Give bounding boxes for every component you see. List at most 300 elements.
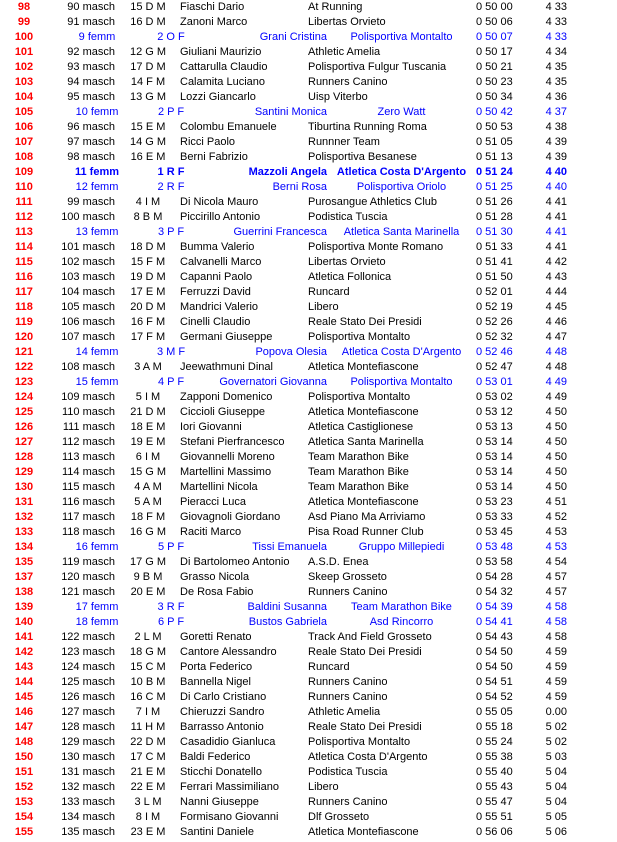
position-cell: 141 [14, 631, 34, 643]
team-cell: Atletica Montefiascone [308, 361, 419, 373]
table-row [0, 330, 617, 345]
team-cell: Atletica Montefiascone [308, 826, 419, 838]
position-cell: 106 [14, 121, 34, 133]
gender-count-cell: 12 femm [75, 181, 119, 193]
category-cell: 2 O F [157, 31, 185, 43]
position-cell: 120 [14, 331, 34, 343]
team-cell: Polisportiva Montalto [308, 391, 411, 403]
athlete-name-cell: Santini Daniele [180, 826, 254, 838]
gender-count-cell: 124 masch [61, 661, 115, 673]
team-cell: Podistica Tuscia [308, 766, 388, 778]
athlete-name-cell: Governatori Giovanna [219, 376, 327, 388]
category-cell: 5 I M [135, 391, 161, 403]
athlete-name-cell: Tissi Emanuela [252, 541, 327, 553]
team-cell: Uisp Viterbo [308, 91, 368, 103]
time-cell: 0 50 34 [476, 91, 513, 103]
time-cell: 0 51 33 [476, 241, 513, 253]
athlete-name-cell: Di Carlo Cristiano [180, 691, 267, 703]
team-cell: Polisportiva Montalto [350, 376, 453, 388]
category-cell: 3 A M [134, 361, 162, 373]
time-cell: 0 55 18 [476, 721, 513, 733]
pace-cell: 4 50 [545, 421, 567, 433]
time-cell: 0 55 40 [476, 766, 513, 778]
table-row [0, 120, 617, 135]
position-cell: 111 [15, 196, 33, 208]
time-cell: 0 53 23 [476, 496, 513, 508]
category-cell: 15 C M [130, 661, 166, 673]
position-cell: 142 [14, 646, 34, 658]
gender-count-cell: 97 masch [67, 136, 115, 148]
table-row [0, 795, 617, 810]
pace-cell: 4 38 [545, 121, 567, 133]
team-cell: Runners Canino [308, 76, 388, 88]
time-cell: 0 56 06 [476, 826, 513, 838]
position-cell: 154 [14, 811, 34, 823]
athlete-name-cell: Pieracci Luca [180, 496, 247, 508]
position-cell: 134 [14, 541, 34, 553]
position-cell: 116 [15, 271, 33, 283]
table-row [0, 465, 617, 480]
athlete-name-cell: Piccirillo Antonio [180, 211, 261, 223]
pace-cell: 0.00 [545, 706, 567, 718]
time-cell: 0 54 50 [476, 661, 513, 673]
pace-cell: 5 03 [545, 751, 567, 763]
table-row [0, 300, 617, 315]
gender-count-cell: 102 masch [61, 256, 115, 268]
gender-count-cell: 114 masch [62, 466, 115, 478]
athlete-name-cell: Ricci Paolo [180, 136, 236, 148]
category-cell: 7 I M [135, 706, 161, 718]
time-cell: 0 52 47 [476, 361, 513, 373]
athlete-name-cell: Chieruzzi Sandro [180, 706, 265, 718]
time-cell: 0 51 50 [476, 271, 513, 283]
category-cell: 18 E M [130, 421, 166, 433]
gender-count-cell: 120 masch [61, 571, 115, 583]
table-row [0, 495, 617, 510]
time-cell: 0 54 32 [476, 586, 513, 598]
category-cell: 5 A M [134, 496, 162, 508]
gender-count-cell: 127 masch [61, 706, 115, 718]
gender-count-cell: 95 masch [67, 91, 115, 103]
time-cell: 0 50 00 [476, 1, 513, 13]
table-row [0, 825, 617, 840]
gender-count-cell: 119 masch [62, 556, 115, 568]
time-cell: 0 53 13 [476, 421, 513, 433]
team-cell: Skeep Grosseto [308, 571, 387, 583]
category-cell: 18 D M [130, 241, 166, 253]
athlete-name-cell: Calvanelli Marco [180, 256, 262, 268]
athlete-name-cell: Baldini Susanna [247, 601, 327, 613]
team-cell: Purosangue Athletics Club [308, 196, 438, 208]
table-row [0, 135, 617, 150]
position-cell: 102 [14, 61, 34, 73]
time-cell: 0 53 58 [476, 556, 513, 568]
athlete-name-cell: Berni Rosa [272, 181, 327, 193]
position-cell: 112 [15, 211, 33, 223]
table-row [0, 285, 617, 300]
position-cell: 139 [14, 601, 34, 613]
time-cell: 0 55 43 [476, 781, 513, 793]
athlete-name-cell: Porta Federico [180, 661, 253, 673]
category-cell: 16 D M [130, 16, 166, 28]
team-cell: Atletica Costa D'Argento [341, 346, 462, 358]
position-cell: 122 [14, 361, 34, 373]
time-cell: 0 52 19 [476, 301, 513, 313]
gender-count-cell: 91 masch [67, 16, 115, 28]
category-cell: 15 E M [130, 121, 166, 133]
time-cell: 0 50 07 [476, 31, 513, 43]
pace-cell: 4 59 [545, 646, 567, 658]
position-cell: 125 [14, 406, 34, 418]
position-cell: 128 [14, 451, 34, 463]
gender-count-cell: 116 masch [62, 496, 115, 508]
position-cell: 143 [14, 661, 34, 673]
team-cell: Libero [308, 301, 339, 313]
position-cell: 137 [14, 571, 34, 583]
pace-cell: 5 04 [545, 766, 567, 778]
position-cell: 146 [14, 706, 34, 718]
gender-count-cell: 134 masch [61, 811, 115, 823]
gender-count-cell: 90 masch [67, 1, 115, 13]
athlete-name-cell: Grasso Nicola [180, 571, 250, 583]
gender-count-cell: 123 masch [61, 646, 115, 658]
table-row [0, 570, 617, 585]
athlete-name-cell: Giovannelli Moreno [180, 451, 275, 463]
athlete-name-cell: Guerrini Francesca [233, 226, 327, 238]
time-cell: 0 53 02 [476, 391, 513, 403]
time-cell: 0 52 01 [476, 286, 513, 298]
gender-count-cell: 135 masch [61, 826, 115, 838]
pace-cell: 5 04 [545, 796, 567, 808]
pace-cell: 4 50 [545, 466, 567, 478]
gender-count-cell: 111 masch [62, 421, 115, 433]
athlete-name-cell: Bustos Gabriela [248, 616, 327, 628]
category-cell: 16 F M [130, 316, 166, 328]
time-cell: 0 50 42 [476, 106, 513, 118]
pace-cell: 5 06 [545, 826, 567, 838]
athlete-name-cell: Fiaschi Dario [180, 1, 245, 13]
table-row [0, 210, 617, 225]
athlete-name-cell: De Rosa Fabio [180, 586, 254, 598]
pace-cell: 4 39 [545, 136, 567, 148]
pace-cell: 4 48 [545, 346, 567, 358]
team-cell: Dlf Grosseto [308, 811, 370, 823]
pace-cell: 4 59 [545, 691, 567, 703]
category-cell: 23 E M [130, 826, 166, 838]
time-cell: 0 50 23 [476, 76, 513, 88]
pace-cell: 4 41 [545, 241, 567, 253]
time-cell: 0 55 51 [476, 811, 513, 823]
athlete-name-cell: Giovagnoli Giordano [180, 511, 281, 523]
pace-cell: 4 35 [545, 76, 567, 88]
table-row [0, 165, 617, 180]
team-cell: Runners Canino [308, 676, 388, 688]
table-row [0, 690, 617, 705]
category-cell: 15 D M [130, 1, 166, 13]
athlete-name-cell: Di Bartolomeo Antonio [180, 556, 290, 568]
category-cell: 1 R F [157, 166, 185, 178]
time-cell: 0 51 25 [476, 181, 513, 193]
table-row [0, 450, 617, 465]
table-row [0, 195, 617, 210]
pace-cell: 4 50 [545, 481, 567, 493]
category-cell: 20 E M [130, 586, 166, 598]
pace-cell: 4 43 [545, 271, 567, 283]
pace-cell: 4 49 [545, 391, 567, 403]
time-cell: 0 51 30 [476, 226, 513, 238]
athlete-name-cell: Germani Giuseppe [180, 331, 273, 343]
time-cell: 0 54 41 [476, 616, 513, 628]
table-row [0, 15, 617, 30]
time-cell: 0 53 33 [476, 511, 513, 523]
athlete-name-cell: Baldi Federico [180, 751, 251, 763]
position-cell: 101 [14, 46, 34, 58]
athlete-name-cell: Mandrici Valerio [180, 301, 259, 313]
position-cell: 109 [14, 166, 34, 178]
category-cell: 15 F M [130, 256, 166, 268]
table-row [0, 735, 617, 750]
table-row [0, 780, 617, 795]
table-row [0, 480, 617, 495]
position-cell: 155 [14, 826, 34, 838]
gender-count-cell: 13 femm [75, 226, 119, 238]
team-cell: Polisportiva Besanese [308, 151, 417, 163]
gender-count-cell: 18 femm [75, 616, 119, 628]
gender-count-cell: 14 femm [75, 346, 119, 358]
pace-cell: 4 59 [545, 676, 567, 688]
pace-cell: 4 35 [545, 61, 567, 73]
gender-count-cell: 121 masch [61, 586, 115, 598]
pace-cell: 4 53 [545, 541, 567, 553]
athlete-name-cell: Giuliani Maurizio [180, 46, 262, 58]
athlete-name-cell: Cattarulla Claudio [180, 61, 268, 73]
time-cell: 0 53 14 [476, 481, 513, 493]
team-cell: Atletica Santa Marinella [308, 436, 424, 448]
position-cell: 118 [15, 301, 33, 313]
athlete-name-cell: Sticchi Donatello [180, 766, 262, 778]
table-row [0, 675, 617, 690]
position-cell: 113 [15, 226, 33, 238]
category-cell: 2 R F [157, 181, 185, 193]
team-cell: Runners Canino [308, 796, 388, 808]
team-cell: Reale Stato Dei Presidi [308, 646, 422, 658]
pace-cell: 5 02 [545, 736, 567, 748]
position-cell: 130 [14, 481, 34, 493]
gender-count-cell: 129 masch [61, 736, 115, 748]
pace-cell: 4 46 [545, 316, 567, 328]
table-row [0, 150, 617, 165]
time-cell: 0 53 14 [476, 451, 513, 463]
time-cell: 0 52 32 [476, 331, 513, 343]
table-row [0, 645, 617, 660]
team-cell: Runcard [308, 661, 350, 673]
athlete-name-cell: Cinelli Claudio [180, 316, 251, 328]
position-cell: 114 [15, 241, 33, 253]
gender-count-cell: 17 femm [75, 601, 119, 613]
athlete-name-cell: Ciccioli Giuseppe [180, 406, 265, 418]
gender-count-cell: 100 masch [61, 211, 115, 223]
table-row [0, 240, 617, 255]
pace-cell: 5 02 [545, 721, 567, 733]
category-cell: 17 E M [130, 286, 166, 298]
pace-cell: 4 39 [545, 151, 567, 163]
time-cell: 0 51 05 [476, 136, 513, 148]
athlete-name-cell: Nanni Giuseppe [180, 796, 259, 808]
athlete-name-cell: Stefani Pierfrancesco [180, 436, 285, 448]
gender-count-cell: 130 masch [61, 751, 115, 763]
table-row [0, 810, 617, 825]
category-cell: 9 B M [133, 571, 163, 583]
category-cell: 3 P F [157, 226, 185, 238]
time-cell: 0 51 13 [476, 151, 513, 163]
table-row [0, 180, 617, 195]
pace-cell: 4 52 [545, 511, 567, 523]
pace-cell: 4 48 [545, 361, 567, 373]
athlete-name-cell: Iori Giovanni [180, 421, 242, 433]
gender-count-cell: 110 masch [62, 406, 115, 418]
category-cell: 15 G M [129, 466, 167, 478]
athlete-name-cell: Cantore Alessandro [180, 646, 277, 658]
pace-cell: 4 44 [545, 286, 567, 298]
gender-count-cell: 103 masch [61, 271, 115, 283]
team-cell: Polisportiva Montalto [308, 736, 411, 748]
time-cell: 0 50 53 [476, 121, 513, 133]
table-row [0, 75, 617, 90]
gender-count-cell: 92 masch [67, 46, 115, 58]
category-cell: 14 F M [130, 76, 166, 88]
category-cell: 16 C M [130, 691, 166, 703]
pace-cell: 4 41 [545, 211, 567, 223]
position-cell: 103 [14, 76, 34, 88]
time-cell: 0 54 28 [476, 571, 513, 583]
category-cell: 22 D M [130, 736, 166, 748]
table-row [0, 600, 617, 615]
time-cell: 0 50 17 [476, 46, 513, 58]
table-row [0, 615, 617, 630]
gender-count-cell: 10 femm [75, 106, 119, 118]
time-cell: 0 54 39 [476, 601, 513, 613]
category-cell: 4 I M [135, 196, 161, 208]
team-cell: Athletic Amelia [308, 706, 381, 718]
position-cell: 121 [14, 346, 34, 358]
category-cell: 17 C M [130, 751, 166, 763]
table-row [0, 315, 617, 330]
time-cell: 0 54 52 [476, 691, 513, 703]
category-cell: 17 F M [130, 331, 166, 343]
category-cell: 8 B M [133, 211, 163, 223]
gender-count-cell: 96 masch [67, 121, 115, 133]
team-cell: Reale Stato Dei Presidi [308, 721, 422, 733]
athlete-name-cell: Casadidio Gianluca [180, 736, 276, 748]
gender-count-cell: 112 masch [62, 436, 115, 448]
time-cell: 0 53 01 [476, 376, 513, 388]
category-cell: 17 D M [130, 61, 166, 73]
position-cell: 144 [14, 676, 34, 688]
pace-cell: 4 41 [545, 226, 567, 238]
position-cell: 140 [14, 616, 34, 628]
position-cell: 126 [14, 421, 34, 433]
gender-count-cell: 94 masch [67, 76, 115, 88]
category-cell: 2 P F [157, 106, 185, 118]
team-cell: Zero Watt [377, 106, 426, 118]
time-cell: 0 51 28 [476, 211, 513, 223]
team-cell: Runners Canino [308, 586, 388, 598]
team-cell: Team Marathon Bike [308, 451, 409, 463]
athlete-name-cell: Jeewathmuni Dinal [180, 361, 273, 373]
position-cell: 133 [14, 526, 34, 538]
athlete-name-cell: Colombu Emanuele [180, 121, 277, 133]
table-row [0, 630, 617, 645]
gender-count-cell: 104 masch [61, 286, 115, 298]
athlete-name-cell: Martellini Massimo [180, 466, 272, 478]
pace-cell: 4 49 [545, 376, 567, 388]
gender-count-cell: 105 masch [61, 301, 115, 313]
gender-count-cell: 99 masch [67, 196, 115, 208]
position-cell: 135 [14, 556, 34, 568]
team-cell: Polisportiva Fulgur Tuscania [308, 61, 447, 73]
pace-cell: 4 50 [545, 406, 567, 418]
position-cell: 98 [17, 1, 31, 13]
time-cell: 0 54 50 [476, 646, 513, 658]
category-cell: 6 I M [135, 451, 161, 463]
table-row [0, 360, 617, 375]
team-cell: Athletic Amelia [308, 46, 381, 58]
athlete-name-cell: Zanoni Marco [180, 16, 248, 28]
gender-count-cell: 125 masch [61, 676, 115, 688]
table-row [0, 540, 617, 555]
position-cell: 132 [14, 511, 34, 523]
position-cell: 99 [17, 16, 31, 28]
table-row [0, 555, 617, 570]
position-cell: 110 [15, 181, 33, 193]
team-cell: Asd Piano Ma Arriviamo [308, 511, 426, 523]
team-cell: Runners Canino [308, 691, 388, 703]
table-row [0, 720, 617, 735]
gender-count-cell: 15 femm [75, 376, 119, 388]
athlete-name-cell: Berni Fabrizio [180, 151, 248, 163]
gender-count-cell: 16 femm [75, 541, 119, 553]
table-row [0, 420, 617, 435]
gender-count-cell: 109 masch [61, 391, 115, 403]
team-cell: Team Marathon Bike [351, 601, 452, 613]
position-cell: 123 [14, 376, 34, 388]
pace-cell: 4 37 [545, 106, 567, 118]
gender-count-cell: 113 masch [62, 451, 115, 463]
position-cell: 153 [14, 796, 34, 808]
athlete-name-cell: Ferrari Massimiliano [180, 781, 280, 793]
team-cell: Atletica Castiglionese [308, 421, 414, 433]
category-cell: 14 G M [129, 136, 167, 148]
pace-cell: 4 36 [545, 91, 567, 103]
pace-cell: 4 40 [545, 181, 567, 193]
position-cell: 145 [14, 691, 34, 703]
pace-cell: 4 57 [545, 571, 567, 583]
time-cell: 0 55 47 [476, 796, 513, 808]
time-cell: 0 50 06 [476, 16, 513, 28]
athlete-name-cell: Barrasso Antonio [180, 721, 264, 733]
table-row [0, 510, 617, 525]
pace-cell: 4 58 [545, 631, 567, 643]
time-cell: 0 53 14 [476, 436, 513, 448]
team-cell: Atletica Montefiascone [308, 496, 419, 508]
athlete-name-cell: Raciti Marco [180, 526, 242, 538]
category-cell: 4 P F [157, 376, 185, 388]
athlete-name-cell: Grani Cristina [259, 31, 327, 43]
team-cell: Asd Rincorro [369, 616, 434, 628]
gender-count-cell: 101 masch [61, 241, 115, 253]
category-cell: 5 P F [157, 541, 185, 553]
category-cell: 19 E M [130, 436, 166, 448]
